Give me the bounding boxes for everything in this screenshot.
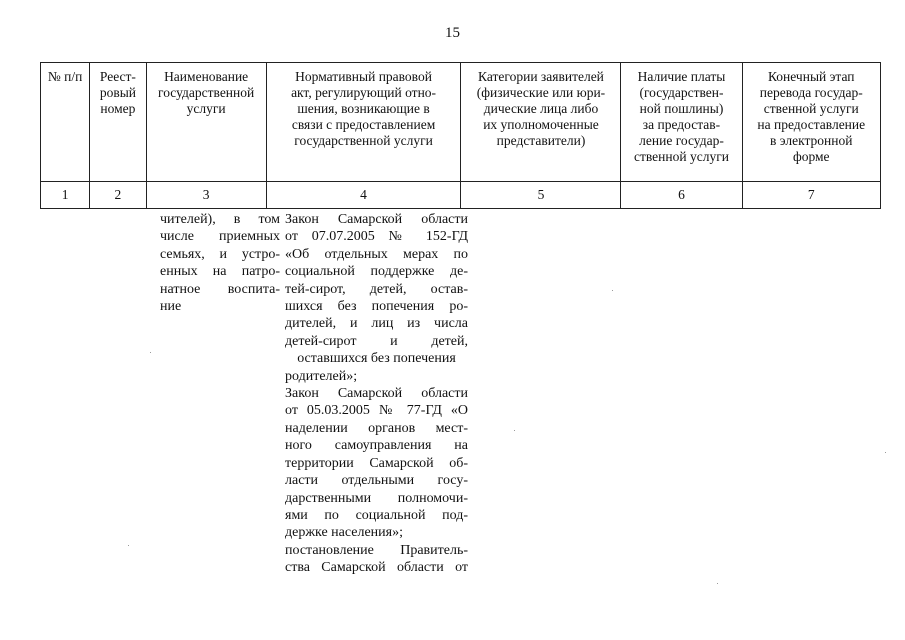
header-label: Наименование государственной услуги [158, 69, 255, 116]
text-line: «Об отдельных мерах по [285, 246, 468, 262]
text-line: шихся без попечения ро- [285, 299, 468, 315]
header-label: Наличие платы (государствен- ной пошлины) за предостав- ление государ- ственной услуги [634, 69, 729, 164]
header-cell-registry [90, 63, 146, 182]
header-cell-legal-act [266, 63, 461, 182]
services-table-header [40, 62, 881, 209]
column-number-cell: 2 [90, 182, 146, 209]
scan-speck [717, 583, 718, 584]
scan-speck [128, 545, 129, 546]
text-line: тей-сирот, детей, остав- [285, 281, 468, 297]
header-cell-number [41, 63, 90, 182]
header-label: Конечный этап перевода государ- ственной услуги на предоставление в электронной форме [757, 69, 866, 164]
text-line: родителей»; [285, 368, 358, 384]
text-line: территории Самарской об- [285, 455, 468, 471]
text-line: наделении органов мест- [285, 420, 468, 436]
text-line: держке населения»; [285, 525, 403, 541]
column-number-cell: 5 [461, 182, 621, 209]
text-line: Закон Самарской области [285, 212, 468, 227]
text-line: дителей, и лиц из числа [285, 316, 468, 332]
page-number: 15 [445, 25, 460, 41]
text-line: детей-сирот и детей, [285, 333, 468, 349]
text-line: постановление Правитель- [285, 542, 468, 558]
text-line: от 07.07.2005 № 152-ГД [285, 229, 468, 245]
column-number-cell: 4 [266, 182, 461, 209]
column-number-cell: 7 [742, 182, 881, 209]
scan-speck [514, 430, 515, 431]
text-line: ного самоуправления на [285, 438, 468, 454]
column-number-cell: 3 [146, 182, 266, 209]
header-label: № п/п [47, 69, 83, 84]
header-row [41, 63, 881, 182]
text-line: дарственными полномочи- [285, 490, 468, 506]
text-line: числе приемных [160, 229, 280, 245]
header-label: Реест- ровый номер [99, 69, 136, 116]
text-line: социальной поддержке де- [285, 264, 468, 280]
header-label: Нормативный правовой акт, регулирующий отно- шения, возникающие в связи с предоставлением государственной услуги [291, 69, 437, 148]
text-line: енных на патро- [160, 264, 280, 280]
text-line: от 05.03.2005 № 77-ГД «О [285, 403, 468, 419]
column-number-row [41, 182, 881, 209]
service-name-text [160, 211, 280, 315]
header-label: Категории заявителей (физические или юри- дические лица либо их уполномоченные представители) [476, 69, 606, 148]
scan-speck [150, 352, 151, 353]
header-cell-service-name [146, 63, 266, 182]
text-line: натное воспита- [160, 281, 280, 297]
header-cell-fee [621, 63, 742, 182]
text-line: ласти отдельными госу- [285, 473, 468, 489]
scan-speck [612, 290, 613, 291]
text-line: ства Самарской области от [285, 560, 468, 576]
text-line: ние [160, 299, 182, 315]
scan-speck [885, 452, 886, 453]
text-line: ями по социальной под- [285, 507, 468, 523]
header-cell-final-stage [742, 63, 881, 182]
column-number-cell: 1 [41, 182, 90, 209]
text-line: семьях, и устро- [160, 246, 280, 262]
legal-act-text [285, 211, 468, 577]
text-line: Закон Самарской области [285, 386, 468, 402]
column-number-cell: 6 [621, 182, 742, 209]
text-line: оставшихся без попечения [297, 351, 456, 367]
header-cell-applicants [461, 63, 621, 182]
text-line: чителей), в том [160, 212, 280, 227]
